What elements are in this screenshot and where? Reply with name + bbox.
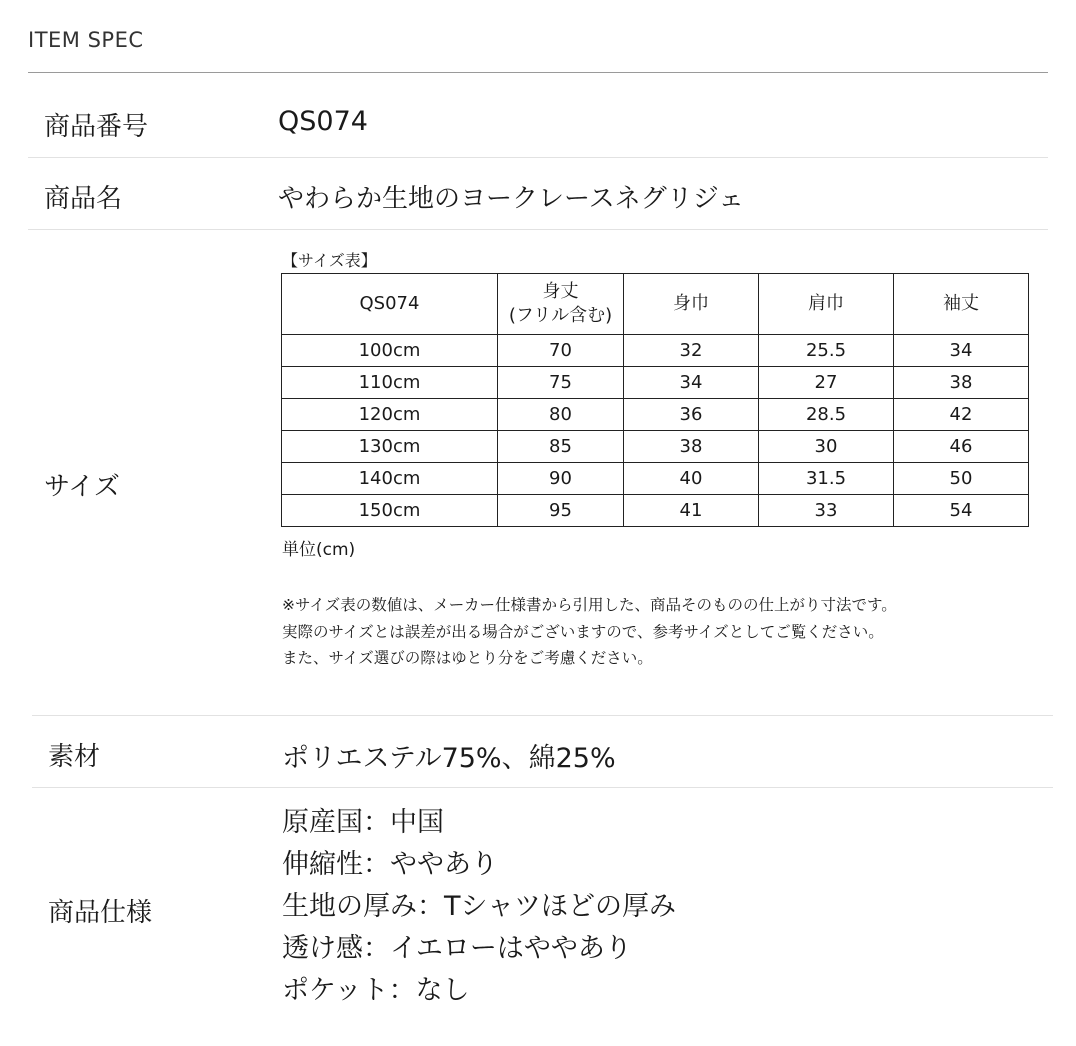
table-cell: 54 xyxy=(894,495,1029,527)
size-table-header-line: (フリル含む) xyxy=(508,305,613,326)
table-cell: 130cm xyxy=(282,431,498,463)
size-note-line: ※サイズ表の数値は、メーカー仕様書から引用した、商品そのものの仕上がり寸法です。 xyxy=(282,596,897,614)
item-name-label: 商品名 xyxy=(44,184,123,214)
table-cell: 70 xyxy=(498,335,624,367)
spec-line: ポケット：なし xyxy=(282,975,470,1006)
table-cell: 40 xyxy=(624,463,759,495)
spec-line: 原産国：中国 xyxy=(282,807,444,838)
table-row xyxy=(282,495,1029,527)
table-cell: 150cm xyxy=(282,495,498,527)
table-cell: 28.5 xyxy=(759,399,894,431)
table-cell: 38 xyxy=(894,367,1029,399)
row-divider xyxy=(32,787,1053,788)
table-cell: 36 xyxy=(624,399,759,431)
material-label: 素材 xyxy=(48,742,101,772)
table-cell: 80 xyxy=(498,399,624,431)
table-cell: 25.5 xyxy=(759,335,894,367)
spec-list xyxy=(282,802,676,1012)
table-cell: 100cm xyxy=(282,335,498,367)
table-cell: 34 xyxy=(624,367,759,399)
size-table-header: 袖丈 xyxy=(894,274,1029,335)
row-divider xyxy=(28,157,1048,158)
title-divider xyxy=(28,72,1048,73)
table-cell: 42 xyxy=(894,399,1029,431)
table-cell: 46 xyxy=(894,431,1029,463)
table-row xyxy=(282,335,1029,367)
table-cell: 27 xyxy=(759,367,894,399)
table-row xyxy=(282,399,1029,431)
table-cell: 34 xyxy=(894,335,1029,367)
size-notes xyxy=(282,592,897,672)
table-row xyxy=(282,431,1029,463)
size-table-header-row xyxy=(282,274,1029,335)
item-number-value: QS074 xyxy=(278,106,368,137)
table-cell: 110cm xyxy=(282,367,498,399)
size-table-header: 肩巾 xyxy=(759,274,894,335)
table-cell: 50 xyxy=(894,463,1029,495)
table-cell: 120cm xyxy=(282,399,498,431)
material-value: ポリエステル75%、綿25% xyxy=(282,743,616,774)
table-cell: 41 xyxy=(624,495,759,527)
item-name-value: やわらか生地のヨークレースネグリジェ xyxy=(278,184,745,214)
size-table-header: 身巾 xyxy=(624,274,759,335)
table-cell: 31.5 xyxy=(759,463,894,495)
section-title: ITEM SPEC xyxy=(28,28,144,52)
table-cell: 90 xyxy=(498,463,624,495)
table-cell: 38 xyxy=(624,431,759,463)
item-number-label: 商品番号 xyxy=(44,112,149,142)
spec-line: 透け感：イエローはややあり xyxy=(282,933,632,964)
table-cell: 32 xyxy=(624,335,759,367)
size-unit-note: 単位(cm) xyxy=(282,540,356,560)
size-table-caption: 【サイズ表】 xyxy=(282,251,377,270)
size-table-header: QS074 xyxy=(282,274,498,335)
size-label: サイズ xyxy=(44,472,120,502)
table-cell: 85 xyxy=(498,431,624,463)
size-note-line: また、サイズ選びの際はゆとり分をご考慮ください。 xyxy=(282,649,653,667)
spec-line: 伸縮性：ややあり xyxy=(282,849,498,880)
row-divider xyxy=(32,715,1053,716)
size-table xyxy=(281,273,1029,527)
size-table-header-line: 身丈 xyxy=(542,281,579,302)
spec-line: 生地の厚み：Tシャツほどの厚み xyxy=(282,891,676,922)
row-divider xyxy=(28,229,1048,230)
table-cell: 30 xyxy=(759,431,894,463)
table-cell: 33 xyxy=(759,495,894,527)
size-note-line: 実際のサイズとは誤差が出る場合がございますので、参考サイズとしてご覧ください。 xyxy=(282,622,884,641)
table-row xyxy=(282,463,1029,495)
table-cell: 75 xyxy=(498,367,624,399)
spec-label: 商品仕様 xyxy=(48,898,153,928)
table-cell: 140cm xyxy=(282,463,498,495)
table-row xyxy=(282,367,1029,399)
size-table-header xyxy=(498,274,624,335)
table-cell: 95 xyxy=(498,495,624,527)
